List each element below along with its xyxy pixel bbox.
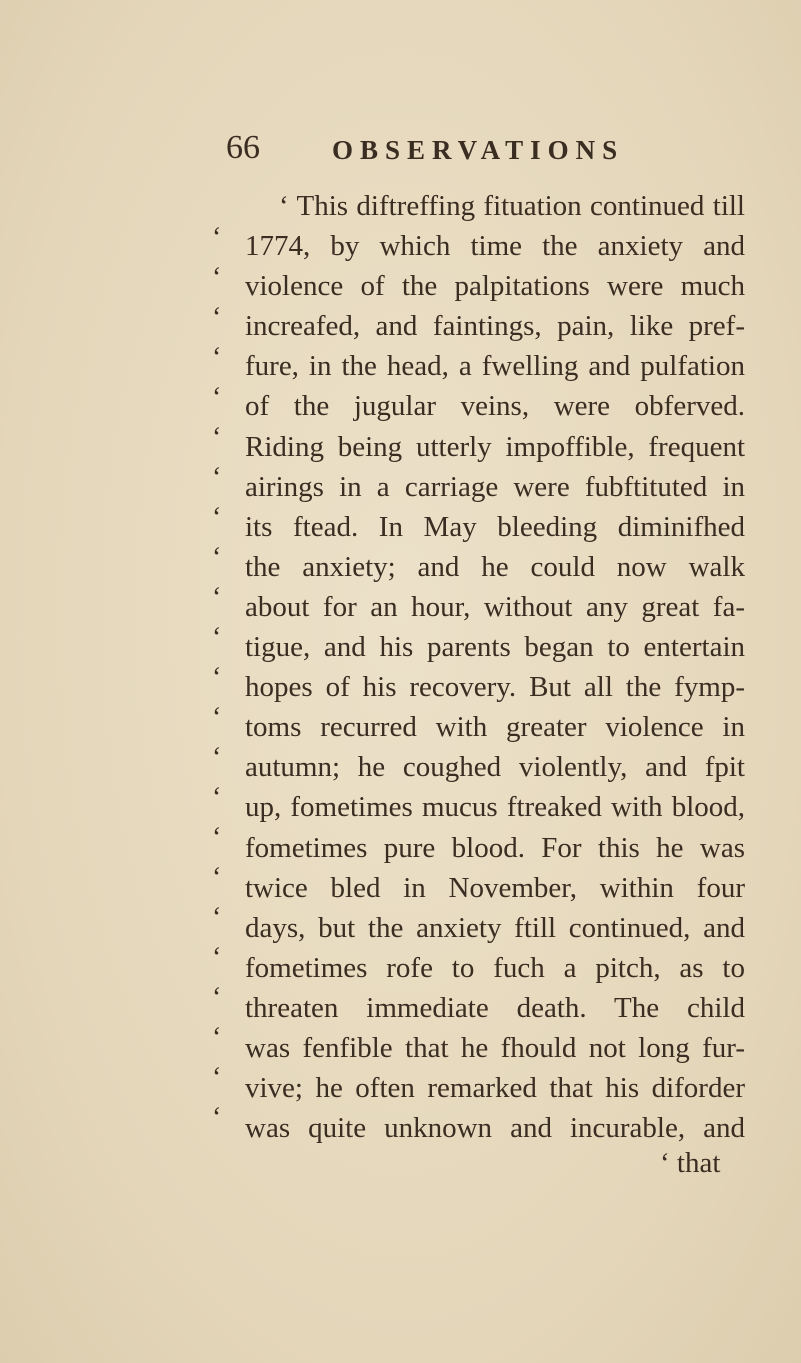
quote-mark: ‘ bbox=[212, 462, 222, 493]
text-line: of the jugular veins, were obferved. bbox=[245, 390, 745, 423]
quote-mark: ‘ bbox=[212, 902, 222, 933]
quote-mark: ‘ bbox=[212, 702, 222, 733]
quote-mark: ‘ bbox=[212, 1062, 222, 1093]
quote-mark: ‘ bbox=[212, 422, 222, 453]
text-line: its ftead. In May bleeding diminifhed bbox=[245, 510, 745, 543]
text-line: airings in a carriage were fubftituted in bbox=[245, 470, 745, 503]
quote-mark: ‘ bbox=[212, 222, 222, 253]
text-line: 1774, by which time the anxiety and bbox=[245, 230, 745, 263]
text-line: twice bled in November, within four bbox=[245, 871, 745, 904]
page-header bbox=[226, 128, 686, 168]
quote-mark: ‘ bbox=[212, 342, 222, 373]
text-line: the anxiety; and he could now walk bbox=[245, 550, 745, 583]
quote-mark: ‘ bbox=[212, 1102, 222, 1133]
quote-mark: ‘ bbox=[212, 302, 222, 333]
quote-mark: ‘ bbox=[212, 382, 222, 413]
text-line: vive; he often remarked that his diforder bbox=[245, 1072, 745, 1105]
quote-mark: ‘ bbox=[212, 1022, 222, 1053]
text-line: tigue, and his parents began to entertain bbox=[245, 631, 745, 664]
quote-mark: ‘ bbox=[212, 662, 222, 693]
text-line: was fenfible that he fhould not long fur- bbox=[245, 1031, 745, 1064]
text-line: autumn; he coughed violently, and fpit bbox=[245, 751, 745, 784]
body-text bbox=[245, 186, 745, 1148]
quotation-marks-column bbox=[212, 218, 232, 1138]
text-line: up, fometimes mucus ftreaked with blood, bbox=[245, 791, 745, 824]
text-line: fure, in the head, a fwelling and pulfation bbox=[245, 350, 745, 383]
quote-mark: ‘ bbox=[212, 742, 222, 773]
text-line: hopes of his recovery. But all the fymp- bbox=[245, 671, 745, 704]
text-line: fometimes rofe to fuch a pitch, as to bbox=[245, 951, 745, 984]
text-line: fometimes pure blood. For this he was bbox=[245, 831, 745, 864]
text-line: violence of the palpitations were much bbox=[245, 270, 745, 303]
quote-mark: ‘ bbox=[212, 262, 222, 293]
text-line: increafed, and faintings, pain, like pref- bbox=[245, 310, 745, 343]
quote-mark: ‘ bbox=[212, 582, 222, 613]
quote-mark: ‘ bbox=[212, 982, 222, 1013]
text-line: threaten immediate death. The child bbox=[245, 991, 745, 1024]
quote-mark: ‘ bbox=[212, 862, 222, 893]
text-line: Riding being utterly impoffible, frequent bbox=[245, 430, 745, 463]
catchword: ‘ that bbox=[660, 1147, 721, 1179]
running-head: OBSERVATIONS bbox=[332, 135, 625, 165]
quote-mark: ‘ bbox=[212, 502, 222, 533]
text-line: ‘ This diftreffing fituation continued till bbox=[279, 190, 745, 222]
quote-mark: ‘ bbox=[212, 782, 222, 813]
quote-mark: ‘ bbox=[212, 822, 222, 853]
quote-mark: ‘ bbox=[212, 622, 222, 653]
text-line: was quite unknown and incurable, and bbox=[245, 1112, 745, 1145]
text-line: about for an hour, without any great fa- bbox=[245, 590, 745, 623]
text-line: toms recurred with greater violence in bbox=[245, 711, 745, 744]
quote-mark: ‘ bbox=[212, 942, 222, 973]
quote-mark: ‘ bbox=[212, 542, 222, 573]
text-line: days, but the anxiety ftill continued, and bbox=[245, 911, 745, 944]
page-number: 66 bbox=[226, 129, 260, 166]
